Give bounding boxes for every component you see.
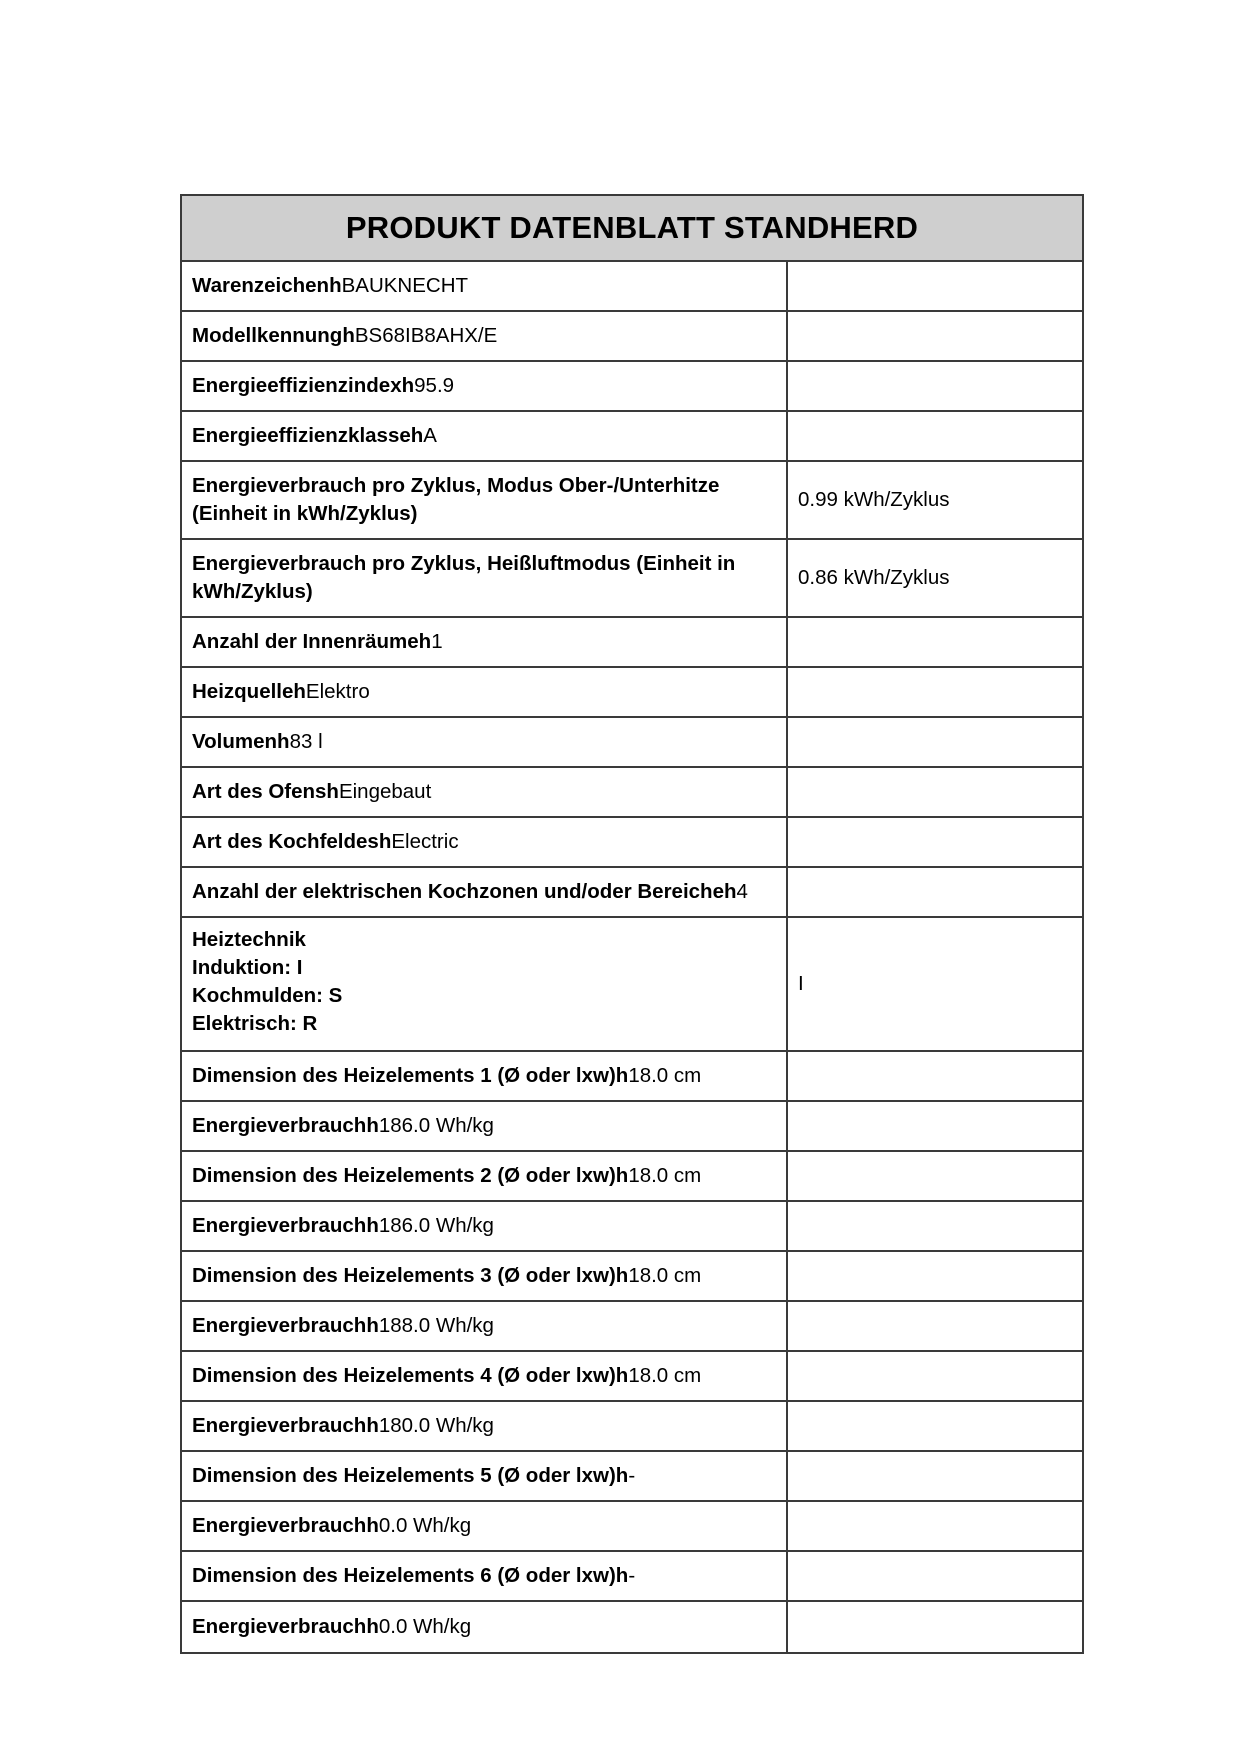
row-label: Energieverbrauchh: [192, 1114, 379, 1137]
row-value: 18.0 cm: [628, 1364, 702, 1387]
row-label: Energieverbrauchh: [192, 1414, 379, 1437]
row-value: -: [628, 1564, 636, 1587]
value-cell: [788, 818, 1082, 866]
table-row: [182, 1552, 1082, 1602]
row-label: Volumenh: [192, 730, 290, 753]
row-value: Elektro: [305, 680, 370, 703]
row-value: Electric: [391, 830, 459, 853]
label-cell: [182, 462, 788, 538]
value-cell: [788, 262, 1082, 310]
label-cell: [182, 1302, 788, 1350]
table-row: [182, 618, 1082, 668]
label-cell: [182, 540, 788, 616]
value-cell: [788, 412, 1082, 460]
value-cell: [788, 1402, 1082, 1450]
label-cell: [182, 1552, 788, 1600]
label-cell: [182, 718, 788, 766]
table-row: [182, 412, 1082, 462]
table-row: [182, 1252, 1082, 1302]
table-row: [182, 718, 1082, 768]
row-label: Kochmulden: S: [192, 984, 343, 1007]
datasheet-table: [180, 194, 1084, 1654]
value-cell: [788, 1552, 1082, 1600]
label-cell: [182, 1152, 788, 1200]
table-row: [182, 262, 1082, 312]
table-row: [182, 1202, 1082, 1252]
label-cell: [182, 1352, 788, 1400]
value-cell: I: [798, 972, 804, 995]
row-value: 83 l: [289, 730, 323, 753]
value-cell: [788, 1502, 1082, 1550]
row-label: Energieverbrauch pro Zyklus, Modus Ober-/Unterhitze (Einheit in kWh/Zyklus): [192, 474, 720, 525]
label-cell: [182, 1052, 788, 1100]
row-label: Energieverbrauchh: [192, 1314, 379, 1337]
value-cell: [788, 1602, 1082, 1652]
table-row: [182, 462, 1082, 540]
row-value: A: [423, 424, 437, 447]
table-row: [182, 362, 1082, 412]
row-value: 18.0 cm: [628, 1164, 702, 1187]
row-label: Dimension des Heizelements 1 (Ø oder lxw)h: [192, 1064, 629, 1087]
label-cell: [182, 618, 788, 666]
row-value: BAUKNECHT: [341, 274, 469, 297]
value-cell: [788, 1102, 1082, 1150]
row-label: Art des Ofensh: [192, 780, 339, 803]
table-row: [182, 1302, 1082, 1352]
value-cell: [788, 1202, 1082, 1250]
table-row: [182, 1102, 1082, 1152]
row-label: Warenzeichenh: [192, 274, 342, 297]
row-label: Dimension des Heizelements 2 (Ø oder lxw)h: [192, 1164, 629, 1187]
row-value: 188.0 Wh/kg: [378, 1314, 494, 1337]
value-cell: [788, 718, 1082, 766]
row-label: Art des Kochfeldesh: [192, 830, 392, 853]
label-cell: [182, 1452, 788, 1500]
label-cell: [182, 768, 788, 816]
row-label: Heizquelleh: [192, 680, 306, 703]
table-row: [182, 1602, 1082, 1652]
row-label: Energieeffizienzklasseh: [192, 424, 424, 447]
label-cell: [182, 1202, 788, 1250]
table-row: [182, 1502, 1082, 1552]
row-value: 95.9: [414, 374, 455, 397]
value-cell: [788, 1302, 1082, 1350]
table-row: [182, 1352, 1082, 1402]
value-cell: [788, 1152, 1082, 1200]
label-cell: [182, 1602, 788, 1652]
row-label: Dimension des Heizelements 3 (Ø oder lxw)h: [192, 1264, 629, 1287]
row-value: 180.0 Wh/kg: [378, 1414, 494, 1437]
value-cell: [788, 312, 1082, 360]
row-label: Heiztechnik: [192, 928, 306, 951]
label-cell: [182, 362, 788, 410]
label-cell: [182, 1102, 788, 1150]
table-row: [182, 868, 1082, 918]
value-cell: 0.99 kWh/Zyklus: [798, 488, 950, 511]
row-value: 18.0 cm: [628, 1064, 702, 1087]
value-cell: [788, 768, 1082, 816]
row-label: Anzahl der elektrischen Kochzonen und/oder Bereicheh: [192, 880, 737, 903]
row-label: Energieverbrauch pro Zyklus, Heißluftmodus (Einheit in kWh/Zyklus): [192, 552, 736, 603]
row-label: Energieverbrauchh: [192, 1615, 379, 1638]
page-title: PRODUKT DATENBLATT STANDHERD: [182, 196, 1082, 262]
row-label: Energieverbrauchh: [192, 1214, 379, 1237]
table-row: [182, 1452, 1082, 1502]
row-label: Elektrisch: R: [192, 1012, 318, 1035]
table-row: [182, 768, 1082, 818]
row-value: 186.0 Wh/kg: [378, 1214, 494, 1237]
row-value: Eingebaut: [338, 780, 432, 803]
label-cell: [182, 868, 788, 916]
value-cell: [788, 1252, 1082, 1300]
label-cell: [182, 918, 788, 1050]
row-label: Dimension des Heizelements 6 (Ø oder lxw)h: [192, 1564, 629, 1587]
row-value: 0.0 Wh/kg: [378, 1514, 472, 1537]
table-row: [182, 1402, 1082, 1452]
row-value: 1: [431, 630, 443, 653]
table-row: [182, 818, 1082, 868]
row-label: Energieeffizienzindexh: [192, 374, 415, 397]
value-cell: [788, 1052, 1082, 1100]
label-cell: [182, 312, 788, 360]
value-cell: [788, 668, 1082, 716]
value-cell: [788, 1352, 1082, 1400]
label-cell: [182, 1252, 788, 1300]
value-cell: [788, 868, 1082, 916]
row-label: Dimension des Heizelements 5 (Ø oder lxw)h: [192, 1464, 629, 1487]
row-value: 0.0 Wh/kg: [378, 1615, 472, 1638]
table-row: [182, 312, 1082, 362]
row-label: Induktion: I: [192, 956, 303, 979]
value-cell: 0.86 kWh/Zyklus: [798, 566, 950, 589]
value-cell: [788, 1452, 1082, 1500]
row-value: BS68IB8AHX/E: [354, 324, 498, 347]
row-value: 186.0 Wh/kg: [378, 1114, 494, 1137]
value-cell: [788, 362, 1082, 410]
label-cell: [182, 1402, 788, 1450]
table-row: [182, 1052, 1082, 1102]
row-label: Modellkennungh: [192, 324, 355, 347]
label-cell: [182, 262, 788, 310]
row-label: Dimension des Heizelements 4 (Ø oder lxw)h: [192, 1364, 629, 1387]
value-cell: [788, 618, 1082, 666]
row-label: Anzahl der Innenräumeh: [192, 630, 432, 653]
row-value: 4: [736, 880, 748, 903]
table-row: [182, 668, 1082, 718]
table-row: [182, 540, 1082, 618]
row-value: 18.0 cm: [628, 1264, 702, 1287]
row-value: -: [628, 1464, 636, 1487]
table-row: [182, 1152, 1082, 1202]
row-label: Energieverbrauchh: [192, 1514, 379, 1537]
label-cell: [182, 668, 788, 716]
table-row: [182, 918, 1082, 1052]
label-cell: [182, 818, 788, 866]
label-cell: [182, 412, 788, 460]
label-cell: [182, 1502, 788, 1550]
